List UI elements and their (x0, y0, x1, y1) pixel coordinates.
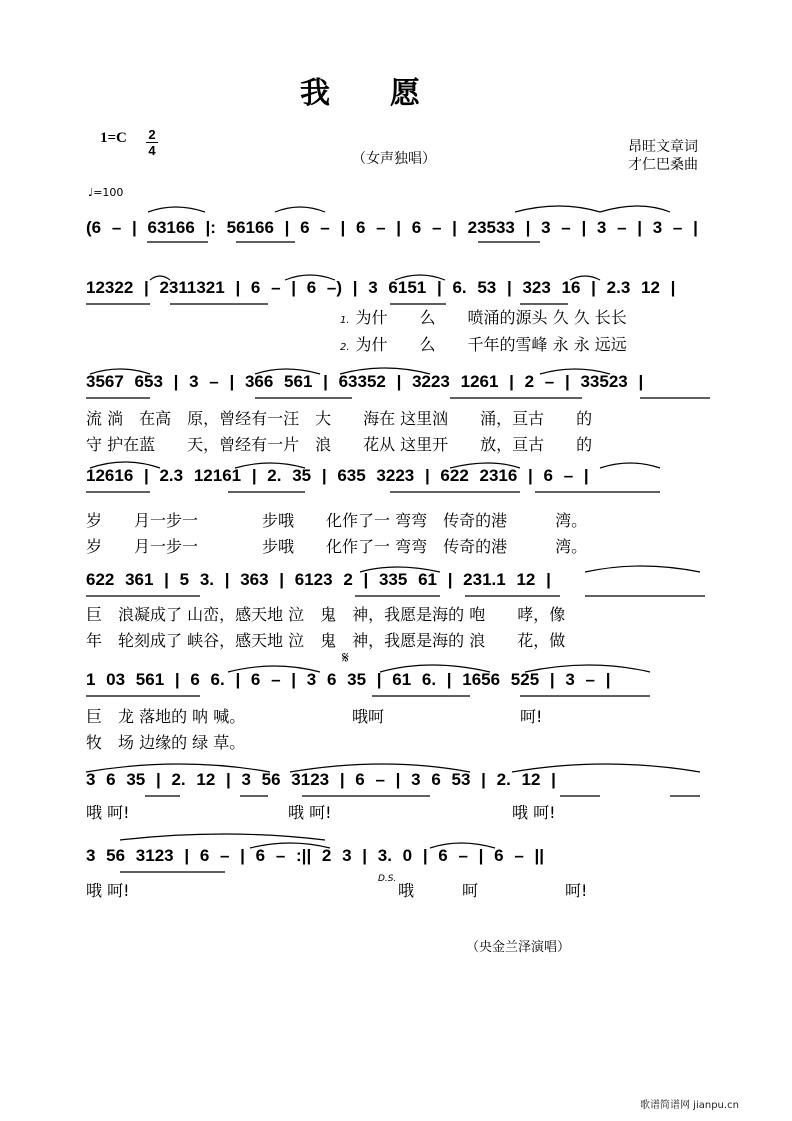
lyric-text: 为什 么 千年的雪峰 永 永 远远 (355, 335, 627, 354)
lyric-row-7-b: 哦 呵! (288, 803, 332, 822)
row-7-notes: 3 6 35 | 2. 12 | 3 56 3123 | 6 – | 3 6 53 | 2. 12 | (86, 770, 556, 789)
verse-number: 2. (340, 342, 350, 353)
lyric-row-8-c: 呵! (565, 881, 588, 900)
tempo-marking: ♩=100 (88, 186, 124, 199)
song-title: 我 愿 (300, 76, 420, 111)
row-2-notes: 12322 | 2311321 | 6 – | 6 –) | 3 6151 | 6. 53 | 323 16 | 2.3 12 | (86, 278, 676, 297)
lyricist-credit: 昂旺文章词 (628, 139, 698, 155)
site-watermark: 歌谱简谱网 jianpu.cn (640, 1100, 739, 1111)
lyric-row-5-verse-2: 年 轮刻成了 峡谷，感天地 泣 鬼 神，我愿是海的 浪 花，做 (86, 631, 566, 650)
verse-number: 1. (340, 315, 350, 326)
row-3-notes: 3567 653 | 3 – | 366 561 | 63352 | 3223 1261 | 2 – | 33523 | (86, 372, 644, 391)
lyric-row-6-verse-1: 巨 龙 落地的 呐 喊。 (86, 707, 246, 726)
performer-credit: （央金兰泽演唱） (466, 940, 571, 955)
lyric-row-8-a: 哦 呵! (86, 881, 130, 900)
composer-credit: 才仁巴桑曲 (628, 157, 698, 173)
lyric-row-6-echo-2: 呵! (520, 707, 543, 726)
row-8-notes: 3 56 3123 | 6 – | 6 – :|| 2 3 | 3. 0 | 6 – | 6 – || (86, 846, 545, 865)
key-signature: 1=C (100, 130, 127, 146)
row-6-notes: 1 03 561 | 6 6. | 6 – | 3 6 35 | 61 6. | 1656 525 | 3 – | (86, 670, 611, 689)
segno-sign: 𝄋 (342, 648, 349, 667)
dal-segno-marking: D.S. (378, 874, 397, 884)
time-signature-top: 2 (148, 127, 156, 142)
lyric-row-2-verse-1 (340, 305, 627, 328)
lyric-row-6-echo-1: 哦呵 (352, 707, 385, 726)
lyric-row-8-b: 哦 呵 (398, 881, 479, 900)
lyric-row-7-a: 哦 呵! (86, 803, 130, 822)
lyric-row-7-c: 哦 呵! (512, 803, 556, 822)
lyric-row-6-verse-2: 牧 场 边缘的 绿 草。 (86, 733, 246, 752)
music-row-4 (0, 458, 792, 508)
lyric-row-4-verse-2: 岁 月一步一 步哦 化作了一 弯弯 传奇的港 湾。 (86, 537, 588, 556)
row-4-notes: 12616 | 2.3 12161 | 2. 35 | 635 3223 | 622 2316 | 6 – | (86, 466, 589, 485)
lyric-row-4-verse-1: 岁 月一步一 步哦 化作了一 弯弯 传奇的港 湾。 (86, 511, 588, 530)
lyric-row-5-verse-1: 巨 浪凝成了 山峦，感天地 泣 鬼 神，我愿是海的 咆 哮，像 (86, 605, 566, 624)
row-5-notes: 622 361 | 5 3. | 363 | 6123 2 | 335 61 | 231.1 12 | (86, 570, 551, 589)
lyric-text: 为什 么 喷涌的源头 久 久 长长 (355, 308, 627, 327)
row-1-notes: (6 – | 63166 |: 56166 | 6 – | 6 – | 6 – | 23533 | 3 – | 3 – | 3 – | (86, 218, 698, 237)
lyric-row-2-verse-2 (340, 332, 627, 355)
music-row-1 (0, 202, 792, 252)
lyric-row-3-verse-2: 守 护在蓝 天，曾经有一片 浪 花从 这里开 放，亘古 的 (86, 435, 593, 454)
time-signature-bottom: 4 (148, 143, 156, 158)
lyric-row-3-verse-1: 流 淌 在高 原，曾经有一汪 大 海在 这里汹 涌，亘古 的 (86, 409, 593, 428)
performance-note: （女声独唱） (352, 151, 436, 167)
time-signature (146, 128, 158, 157)
